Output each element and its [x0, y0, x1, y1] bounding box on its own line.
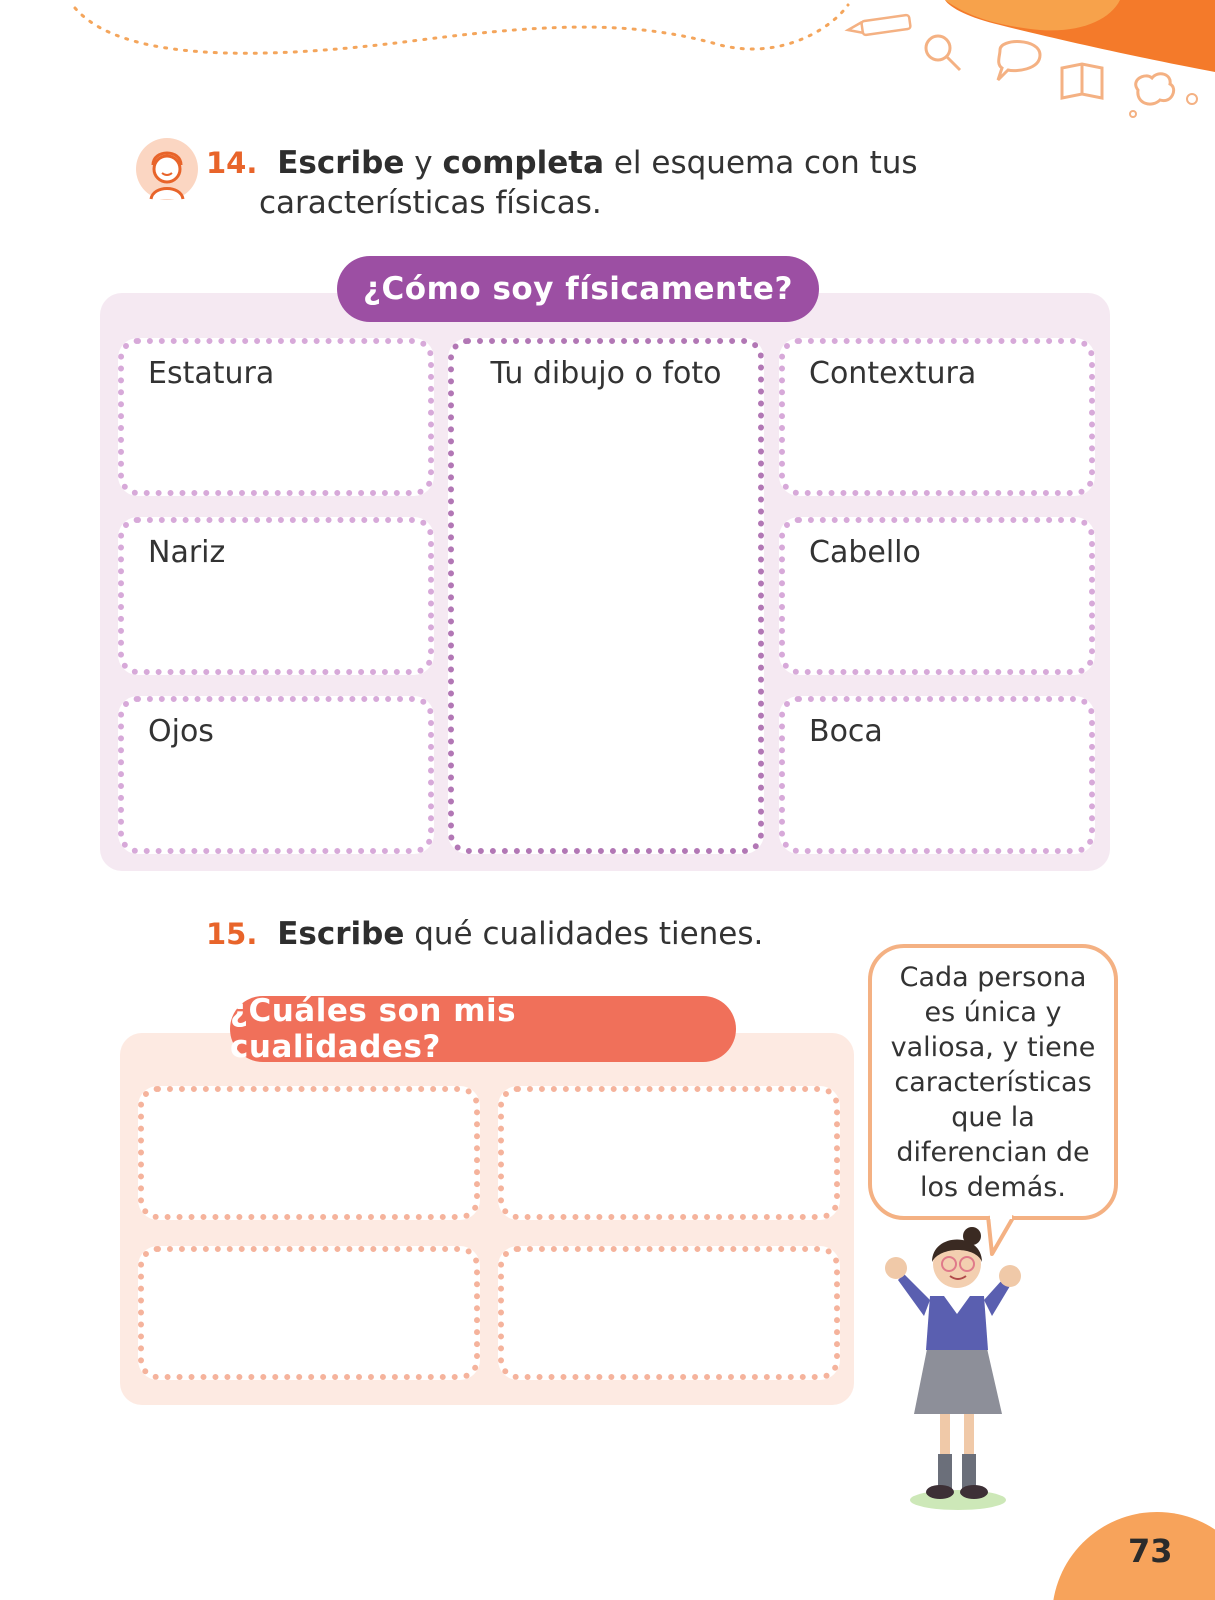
girl-illustration — [880, 1224, 1030, 1514]
quality-answer-box[interactable] — [498, 1086, 840, 1220]
bubble-line: valiosa, y tiene — [890, 1032, 1096, 1063]
exercise-15-instruction — [206, 914, 763, 954]
instruction-text: qué cualidades tienes. — [404, 916, 764, 952]
box-label: Ojos — [148, 714, 214, 749]
header-decoration — [0, 0, 1215, 130]
instruction-verb: Escribe — [277, 145, 405, 181]
bubble-line: características — [894, 1067, 1092, 1098]
quality-answer-box[interactable] — [138, 1086, 480, 1220]
box-label: Contextura — [809, 356, 977, 391]
page-number: 73 — [1128, 1532, 1173, 1570]
pencil-icon — [848, 15, 911, 36]
exercise-number: 14. — [206, 146, 258, 180]
book-icon — [1062, 64, 1102, 98]
answer-box-cabello[interactable] — [779, 517, 1095, 675]
chat-bubble-icon — [998, 42, 1040, 80]
qualities-title: ¿Cuáles son mis cualidades? — [230, 996, 736, 1062]
drawing-photo-box[interactable] — [448, 338, 764, 854]
box-label: Cabello — [809, 535, 921, 570]
bubble-line: que la — [951, 1102, 1035, 1133]
box-label: Estatura — [148, 356, 275, 391]
quality-answer-box[interactable] — [498, 1246, 840, 1380]
thought-cloud-icon — [1136, 74, 1174, 104]
instruction-verb: Escribe — [277, 916, 405, 952]
box-label: Tu dibujo o foto — [490, 356, 722, 391]
physical-traits-title: ¿Cómo soy físicamente? — [337, 256, 819, 322]
quality-answer-box[interactable] — [138, 1246, 480, 1380]
instruction-text: y — [404, 145, 443, 181]
instruction-text: el esquema con tus — [604, 145, 918, 181]
bubble-line: Cada persona — [899, 962, 1087, 993]
instruction-verb: completa — [442, 145, 604, 181]
answer-box-boca[interactable] — [779, 696, 1095, 854]
exercise-14-instruction — [206, 143, 918, 183]
answer-box-contextura[interactable] — [779, 338, 1095, 496]
page-number-tab — [1052, 1512, 1215, 1600]
bubble-line: diferencian de — [896, 1137, 1090, 1168]
exercise-14-instruction-line2: características físicas. — [259, 185, 602, 221]
box-label: Boca — [809, 714, 883, 749]
exercise-number: 15. — [206, 917, 258, 951]
answer-box-nariz[interactable] — [118, 517, 434, 675]
answer-box-estatura[interactable] — [118, 338, 434, 496]
student-avatar-icon — [135, 135, 199, 203]
answer-box-ojos[interactable] — [118, 696, 434, 854]
bubble-line: es única y — [924, 997, 1062, 1028]
bubble-line: los demás. — [920, 1172, 1066, 1203]
box-label: Nariz — [148, 535, 226, 570]
speech-bubble — [868, 944, 1118, 1220]
magnifier-icon — [926, 36, 960, 70]
